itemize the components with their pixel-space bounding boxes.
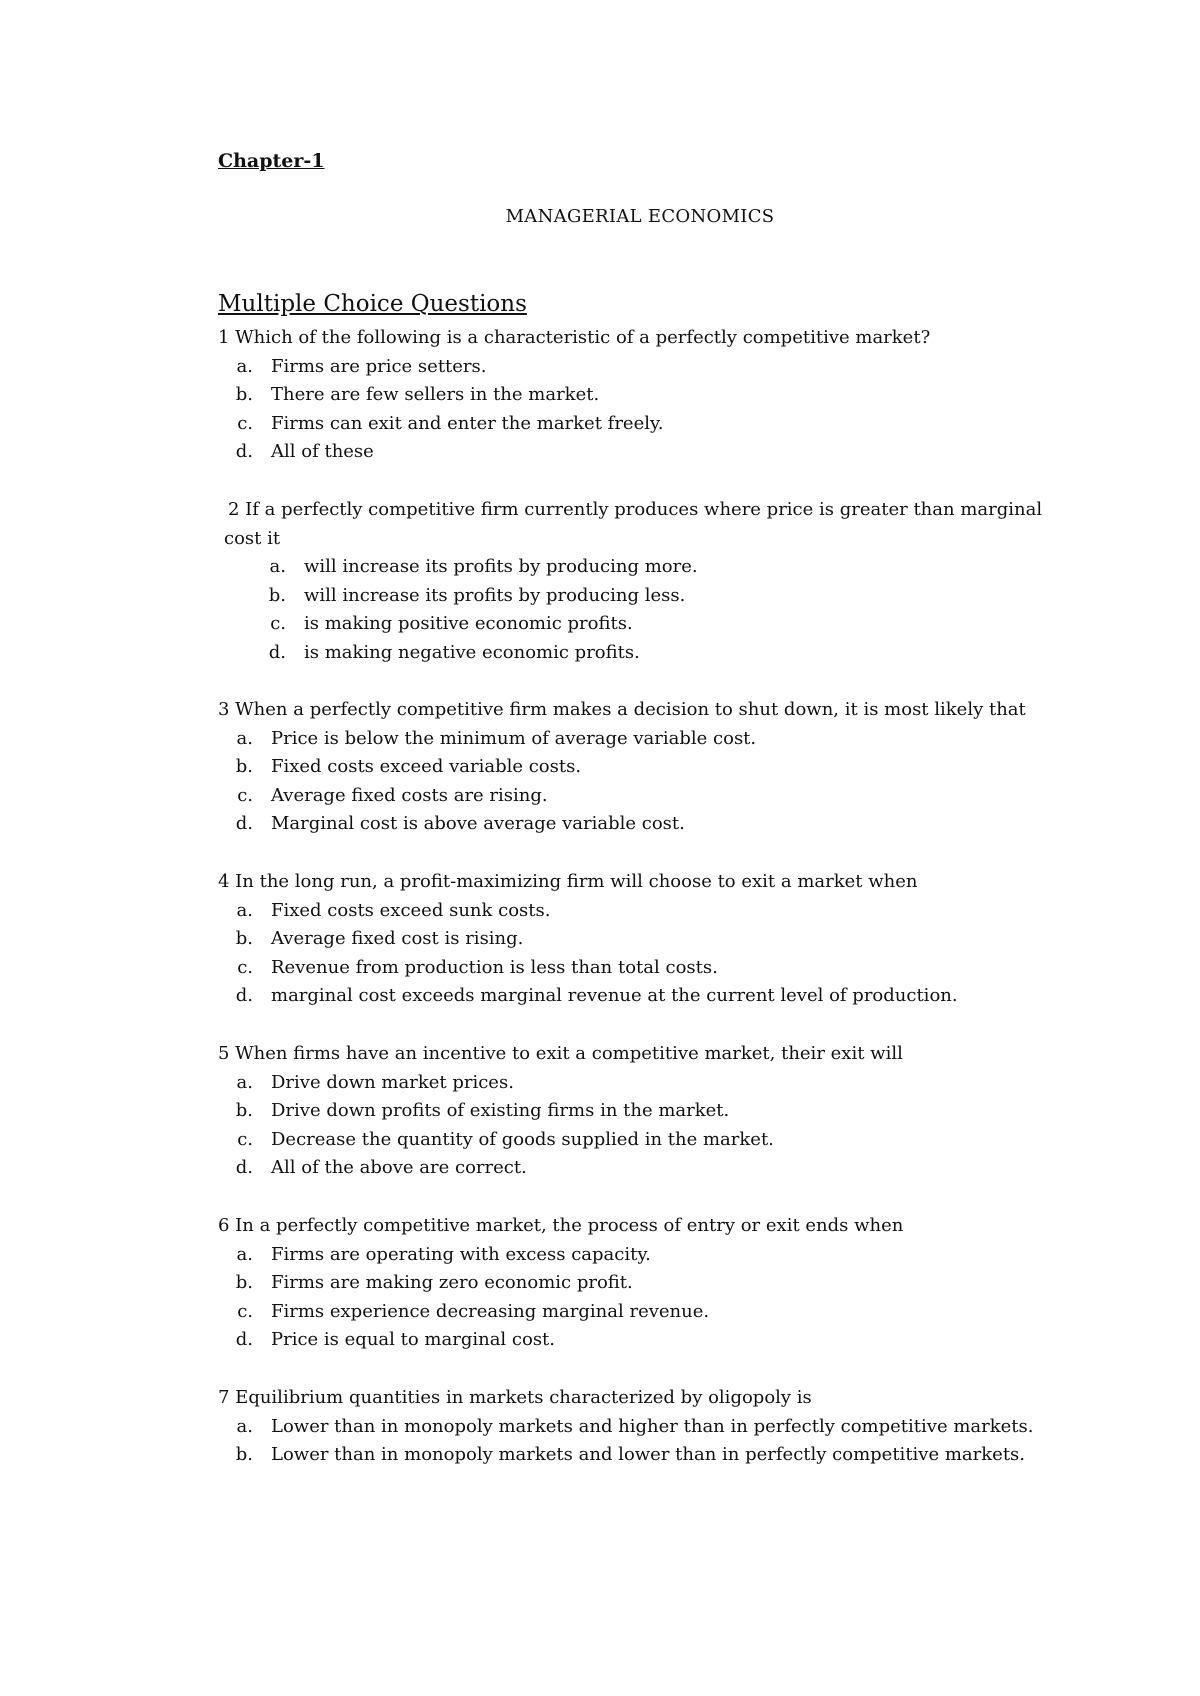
option-list [218,725,1060,839]
option-text: Drive down profits of existing firms in the market. [271,1100,730,1122]
option [218,1413,1060,1442]
question-text: 3 When a perfectly competitive firm makes a decision to shut down, it is most likely that [218,699,1026,720]
option [218,954,1060,983]
option [218,1441,1060,1470]
question-text: 5 When firms have an incentive to exit a competitive market, their exit will [218,1043,903,1064]
question-6 [218,1212,1060,1355]
question-text: 1 Which of the following is a characteristic of a perfectly competitive market? [218,327,931,348]
option [218,1154,1060,1183]
option-letter: a. [236,355,253,377]
question-text: 4 In the long run, a profit-maximizing firm will choose to exit a market when [218,871,918,892]
option-list [218,897,1060,1011]
question-2 [218,496,1060,668]
option-letter: b. [235,1444,253,1466]
option-text: Revenue from production is less than total costs. [271,956,718,978]
option-letter: d. [235,1157,253,1179]
question-text: 7 Equilibrium quantities in markets characterized by oligopoly is [218,1387,812,1408]
option-letter: a. [236,727,253,749]
option-letter: a. [236,1415,253,1437]
option [218,1298,1060,1327]
option-text: will increase its profits by producing more. [304,556,698,578]
option [218,1069,1060,1098]
option-text: All of the above are correct. [271,1157,527,1179]
option-text: All of these [271,441,374,463]
question-3 [218,696,1060,839]
option-text: Decrease the quantity of goods supplied in the market. [271,1128,774,1150]
option-letter: b. [268,584,286,606]
option-text: Firms are making zero economic profit. [271,1272,633,1294]
option-list [218,1413,1060,1470]
option-list [218,553,1060,667]
option [218,639,1060,668]
option-text: is making negative economic profits. [304,641,640,663]
option-letter: d. [235,813,253,835]
option-text: Drive down market prices. [271,1071,514,1093]
option [218,353,1060,382]
option-text: Firms are operating with excess capacity. [271,1243,651,1265]
option-text: Average fixed costs are rising. [271,784,548,806]
option-letter: c. [237,412,253,434]
option-text: Firms can exit and enter the market freely. [271,412,664,434]
option [218,982,1060,1011]
option [218,753,1060,782]
option [218,610,1060,639]
option-text: Price is below the minimum of average variable cost. [271,727,757,749]
option-letter: d. [268,641,286,663]
option-letter: d. [235,985,253,1007]
option-letter: c. [237,956,253,978]
option-text: is making positive economic profits. [304,613,633,635]
option-letter: b. [235,1272,253,1294]
option [218,782,1060,811]
option [218,582,1060,611]
option-text: Firms experience decreasing marginal revenue. [271,1300,710,1322]
option [218,925,1060,954]
page-title: MANAGERIAL ECONOMICS [505,206,775,227]
option-text: There are few sellers in the market. [271,384,600,406]
option-text: Average fixed cost is rising. [271,928,524,950]
question-4 [218,868,1060,1011]
option-letter: b. [235,1100,253,1122]
option-letter: d. [235,441,253,463]
option-letter: a. [269,556,286,578]
question-7 [218,1384,1060,1470]
option-text: Lower than in monopoly markets and lower than in perfectly competitive markets. [271,1444,1026,1466]
question-text-continued: cost it [224,527,281,549]
option-list [218,353,1060,467]
option-letter: b. [235,756,253,778]
option-text: Marginal cost is above average variable cost. [271,813,685,835]
option-text: Lower than in monopoly markets and higher than in perfectly competitive markets. [271,1415,1034,1437]
option-text: marginal cost exceeds marginal revenue at the current level of production. [271,985,958,1007]
option [218,1126,1060,1155]
option [218,553,1060,582]
option-letter: c. [237,1128,253,1150]
option-letter: a. [236,1071,253,1093]
chapter-heading: Chapter-1 [218,150,325,172]
option [218,381,1060,410]
option [218,410,1060,439]
option-letter: b. [235,384,253,406]
option [218,810,1060,839]
option-letter: a. [236,899,253,921]
option-letter: c. [237,1300,253,1322]
option [218,725,1060,754]
option-text: Price is equal to marginal cost. [271,1329,556,1351]
option [218,897,1060,926]
question-1 [218,324,1060,467]
question-text: 6 In a perfectly competitive market, the process of entry or exit ends when [218,1215,904,1236]
option-text: Firms are price setters. [271,355,487,377]
section-heading: Multiple Choice Questions [218,291,527,317]
option-letter: d. [235,1329,253,1351]
option-letter: c. [270,613,286,635]
question-5 [218,1040,1060,1183]
option [218,1269,1060,1298]
option [218,1241,1060,1270]
option-list [218,1241,1060,1355]
option [218,438,1060,467]
question-text: 2 If a perfectly competitive firm currently produces where price is greater than marginal [228,499,1043,520]
option-text: Fixed costs exceed variable costs. [271,756,582,778]
option [218,1097,1060,1126]
option-list [218,1069,1060,1183]
option [218,1326,1060,1355]
option-letter: b. [235,928,253,950]
option-letter: a. [236,1243,253,1265]
option-text: Fixed costs exceed sunk costs. [271,899,551,921]
option-text: will increase its profits by producing less. [304,584,686,606]
option-letter: c. [237,784,253,806]
